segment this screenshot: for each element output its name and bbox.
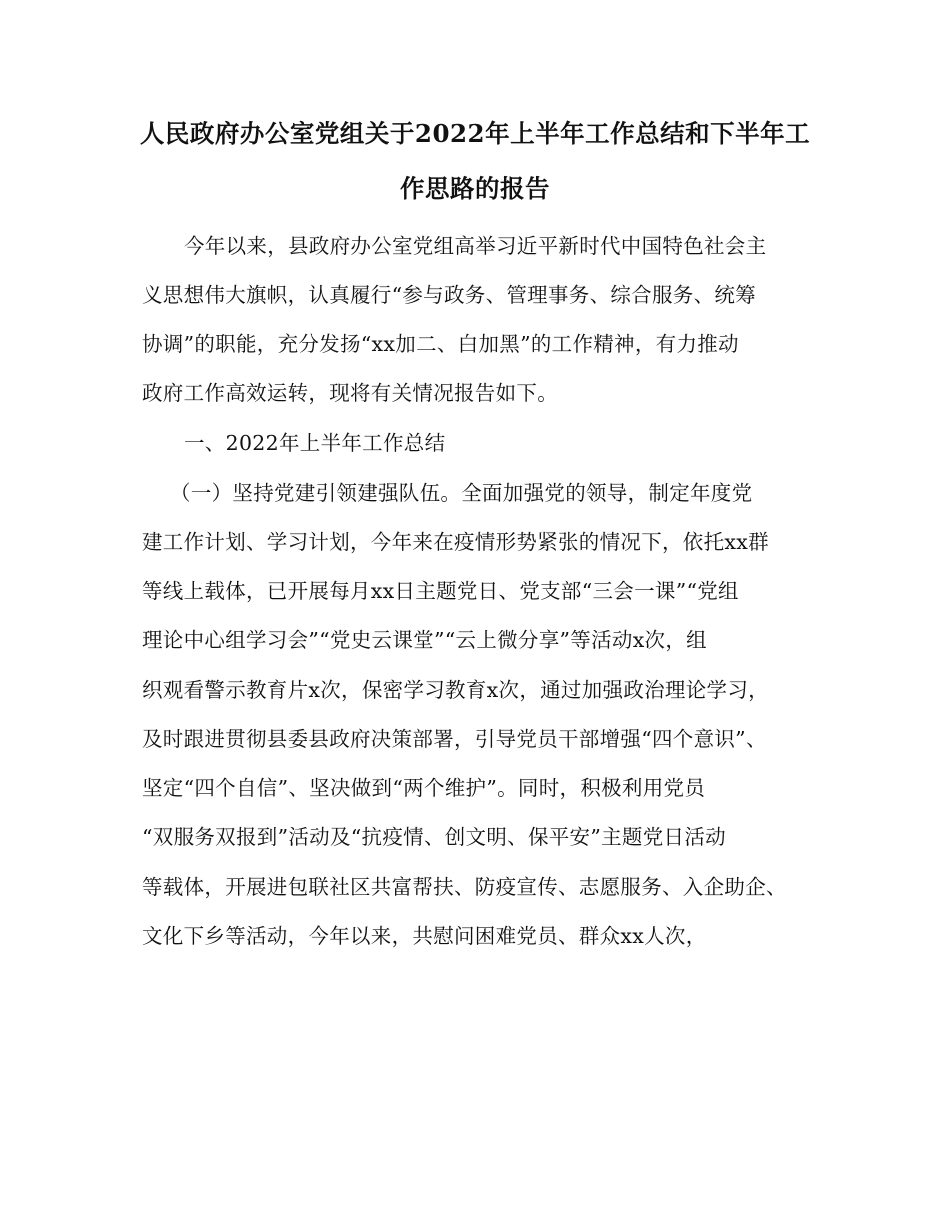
paragraph-intro-line: 协调”的职能，充分发扬“xx加二、白加黑”的工作精神，有力推动	[142, 332, 739, 356]
paragraph-section-line: 坚定“四个自信”、坚决做到“两个维护”。同时，积极利用党员	[142, 776, 706, 800]
paragraph-section-line: 建工作计划、学习计划，今年来在疫情形势紧张的情况下，依托xx群	[142, 530, 769, 554]
paragraph-section-line: （一）坚持党建引领建强队伍。全面加强党的领导，制定年度党	[170, 481, 753, 505]
paragraph-section-line: 等载体，开展进包联社区共富帮扶、防疫宣传、志愿服务、入企助企、	[142, 875, 787, 899]
section-heading: 一、2022年上半年工作总结	[184, 431, 446, 455]
paragraph-section-line: 织观看警示教育片x次，保密学习教育x次，通过加强政治理论学习，	[142, 678, 769, 702]
paragraph-intro-line: 政府工作高效运转，现将有关情况报告如下。	[142, 381, 558, 405]
paragraph-section-line: 等线上载体，已开展每月xx日主题党日、党支部“三会一课”“党组	[142, 579, 739, 603]
paragraph-section-line: “双服务双报到”活动及“抗疫情、创文明、保平安”主题党日活动	[142, 825, 726, 849]
paragraph-section-line: 及时跟进贯彻县委县政府决策部署，引导党员干部增强“四个意识”、	[142, 727, 767, 751]
document-title-line-2: 作思路的报告	[400, 174, 550, 203]
paragraph-intro-line: 义思想伟大旗帜，认真履行“参与政务、管理事务、综合服务、统筹	[142, 283, 756, 307]
paragraph-section-line: 理论中心组学习会”“党史云课堂”“云上微分享”等活动x次，组	[142, 628, 707, 652]
paragraph-intro-line: 今年以来，县政府办公室党组高举习近平新时代中国特色社会主	[184, 234, 767, 258]
paragraph-section-line: 文化下乡等活动，今年以来，共慰问困难党员、群众xx人次，	[142, 924, 707, 948]
document-title-line-1: 人民政府办公室党组关于2022年上半年工作总结和下半年工	[139, 119, 811, 148]
